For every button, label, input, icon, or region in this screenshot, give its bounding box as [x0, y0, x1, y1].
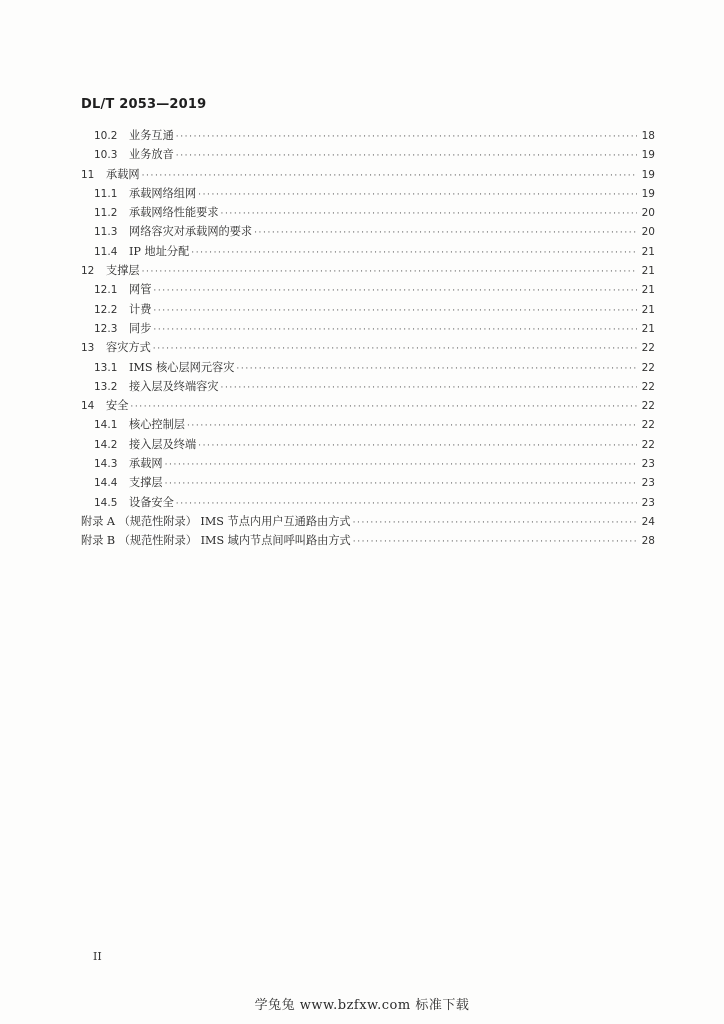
document-code: DL/T 2053—2019	[81, 97, 207, 112]
toc-entry-title: 附录 A （规范性附录） IMS 节点内用户互通路由方式	[81, 514, 351, 528]
toc-entry-number: 10.3	[94, 149, 118, 162]
toc-entry-number: 11.1	[94, 187, 118, 200]
toc-leader-dots	[142, 167, 637, 186]
toc-entry[interactable]	[81, 203, 655, 222]
toc-entry[interactable]	[81, 300, 655, 319]
toc-entry-title: 设备安全	[129, 495, 174, 509]
toc-entry-page: 23	[641, 477, 655, 490]
toc-entry-title: 网络容灾对承载网的要求	[129, 225, 253, 239]
toc-entry-title: 业务放音	[129, 148, 174, 162]
toc-leader-dots	[187, 417, 637, 436]
toc-entry-title: 接入层及终端容灾	[129, 379, 219, 393]
toc-entry-number: 13	[81, 342, 95, 355]
toc-entry-page: 23	[641, 496, 655, 509]
toc-entry[interactable]	[81, 531, 655, 550]
toc-entry-page: 22	[641, 438, 655, 451]
toc-leader-dots	[153, 321, 637, 340]
toc-leader-dots	[198, 437, 637, 456]
toc-leader-dots	[353, 514, 637, 533]
toc-entry[interactable]	[81, 280, 655, 299]
toc-entry[interactable]	[81, 165, 655, 184]
toc-entry-page: 19	[641, 168, 655, 181]
toc-entry-title: 接入层及终端	[129, 437, 197, 451]
toc-leader-dots	[153, 302, 637, 321]
toc-entry[interactable]	[81, 396, 655, 415]
toc-entry-title: 网管	[129, 283, 152, 297]
toc-entry-number: 12.3	[94, 322, 118, 335]
toc-leader-dots	[153, 282, 637, 301]
toc-entry-page: 24	[641, 515, 655, 528]
toc-entry[interactable]	[81, 319, 655, 338]
toc-entry-page: 20	[641, 207, 655, 220]
toc-entry[interactable]	[81, 454, 655, 473]
toc-leader-dots	[353, 533, 637, 552]
toc-leader-dots	[191, 244, 637, 263]
toc-entry-number: 11.4	[94, 245, 118, 258]
toc-entry-title: 同步	[129, 321, 152, 335]
toc-entry-page: 21	[641, 322, 655, 335]
toc-entry[interactable]	[81, 512, 655, 531]
toc-entry-number: 13.1	[94, 361, 118, 374]
toc-entry-title: 业务互通	[129, 129, 174, 142]
toc-entry-number: 11.3	[94, 226, 118, 239]
toc-entry-page: 20	[641, 226, 655, 239]
toc-entry-page: 18	[641, 130, 655, 142]
toc-leader-dots	[198, 186, 637, 205]
toc-leader-dots	[236, 360, 637, 379]
toc-entry[interactable]	[81, 473, 655, 492]
toc-entry-page: 22	[641, 400, 655, 413]
page-number: II	[93, 950, 102, 963]
toc-leader-dots	[221, 205, 637, 224]
toc-leader-dots	[165, 456, 637, 475]
toc-entry[interactable]	[81, 377, 655, 396]
toc-entry-title: 计费	[129, 302, 152, 316]
toc-entry-number: 14.1	[94, 419, 118, 432]
toc-entry-number: 14.3	[94, 458, 118, 471]
toc-entry-title: IP 地址分配	[129, 244, 190, 258]
toc-entry[interactable]	[81, 145, 655, 164]
toc-entry-page: 23	[641, 458, 655, 471]
toc-entry-number: 12.1	[94, 284, 118, 297]
toc-entry[interactable]	[81, 415, 655, 434]
toc-entry[interactable]	[81, 261, 655, 280]
toc-entry-number: 14	[81, 400, 95, 413]
toc-entry-page: 19	[641, 187, 655, 200]
toc-entry-page: 19	[641, 149, 655, 162]
toc-leader-dots	[165, 475, 637, 494]
toc-entry-page: 21	[641, 284, 655, 297]
toc-entry[interactable]	[81, 242, 655, 261]
toc-leader-dots	[254, 224, 637, 243]
toc-entry-page: 28	[641, 535, 655, 548]
toc-entry-title: 容灾方式	[106, 341, 151, 355]
toc-entry[interactable]	[81, 358, 655, 377]
toc-entry-title: 核心控制层	[129, 418, 185, 432]
toc-entry-title: 支撑层	[106, 264, 140, 278]
toc-entry-page: 21	[641, 245, 655, 258]
toc-entry-title: 支撑层	[129, 476, 163, 490]
toc-entry-number: 14.4	[94, 477, 118, 490]
toc-entry-number: 11	[81, 168, 95, 181]
toc-leader-dots	[176, 128, 637, 147]
toc-leader-dots	[221, 379, 637, 398]
toc-entry[interactable]	[81, 126, 655, 145]
toc-leader-dots	[176, 147, 637, 166]
toc-entry-title: 承载网	[106, 167, 140, 181]
toc-entry-title: 附录 B （规范性附录） IMS 域内节点间呼叫路由方式	[81, 534, 351, 548]
toc-leader-dots	[130, 398, 637, 417]
toc-entry-title: IMS 核心层网元容灾	[129, 360, 235, 374]
toc-entry-number: 10.2	[94, 130, 118, 142]
toc-entry-number: 12.2	[94, 303, 118, 316]
toc-entry-number: 12	[81, 265, 95, 278]
watermark-text: 学兔兔 www.bzfxw.com 标准下载	[254, 998, 470, 1013]
toc-entry-title: 安全	[106, 399, 129, 413]
toc-entry-title: 承载网络组网	[129, 186, 197, 200]
toc-entry-title: 承载网	[129, 457, 163, 471]
toc-entry[interactable]	[81, 338, 655, 357]
toc-entry-page: 21	[641, 265, 655, 278]
toc-entry[interactable]	[81, 435, 655, 454]
toc-entry-number: 14.5	[94, 496, 118, 509]
toc-entry[interactable]	[81, 184, 655, 203]
toc-entry-number: 11.2	[94, 207, 118, 220]
toc-entry-number: 14.2	[94, 438, 118, 451]
toc-entry-title: 承载网络性能要求	[129, 206, 219, 220]
toc-entry[interactable]	[81, 493, 655, 512]
toc-entry-page: 21	[641, 303, 655, 316]
toc-entry-page: 22	[641, 380, 655, 393]
toc-entry-page: 22	[641, 342, 655, 355]
toc-entry-number: 13.2	[94, 380, 118, 393]
toc-entry-page: 22	[641, 361, 655, 374]
toc-entry[interactable]	[81, 222, 655, 241]
toc-entry-page: 22	[641, 419, 655, 432]
table-of-contents	[81, 126, 655, 551]
toc-leader-dots	[142, 263, 637, 282]
